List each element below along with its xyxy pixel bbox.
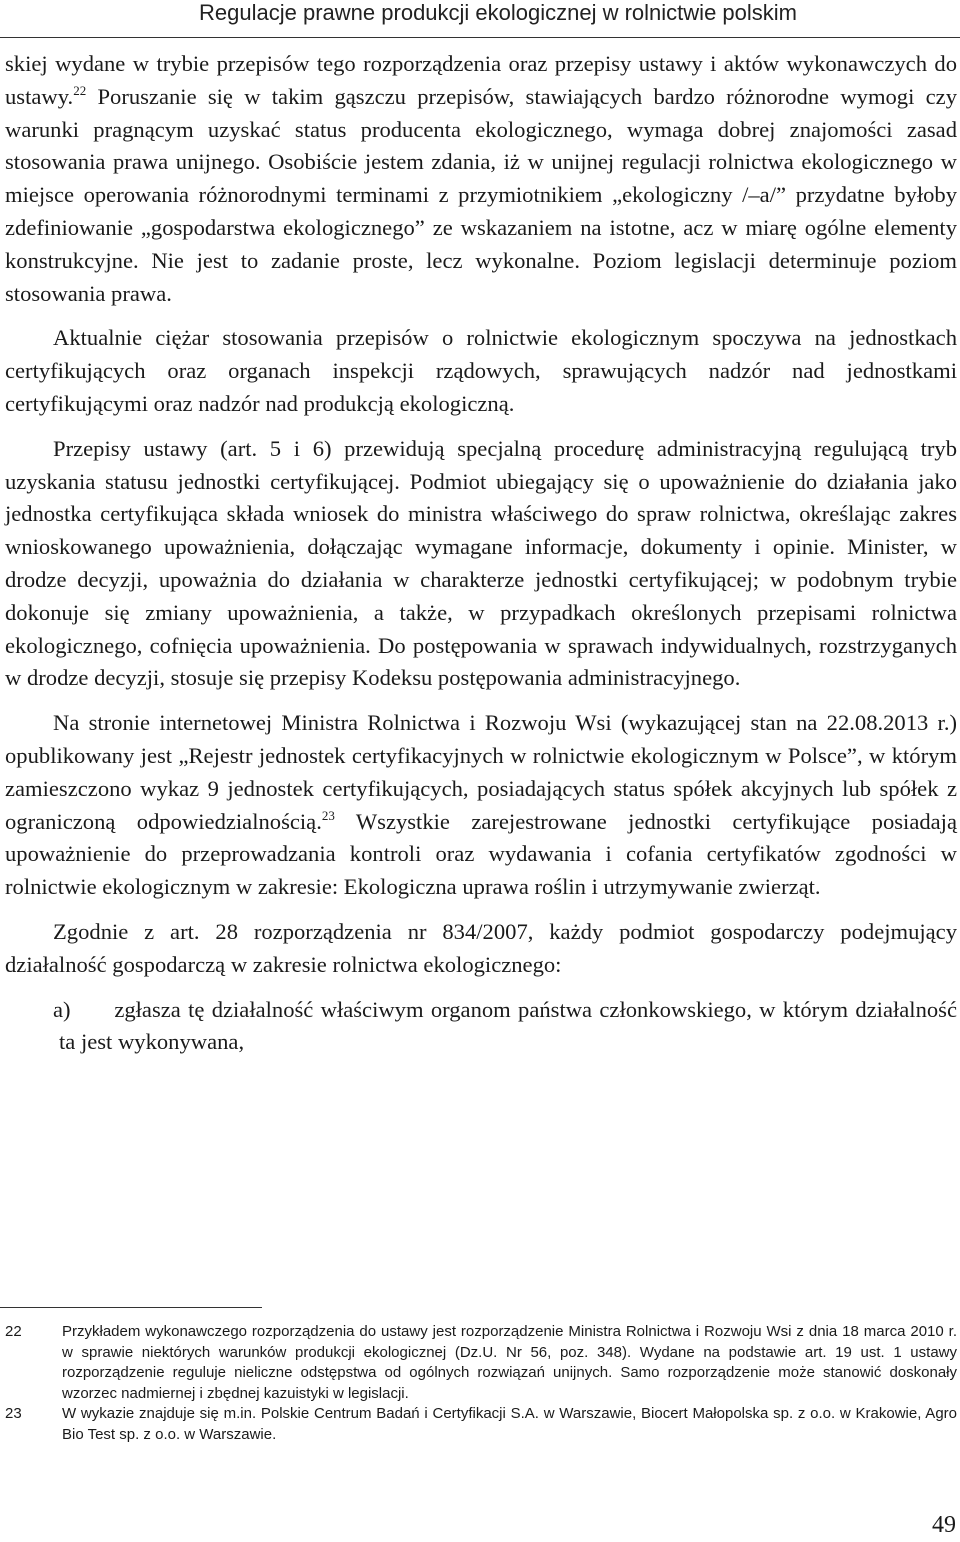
- list-item-a-text: zgłasza tę działalność właściwym organom państwa członkowskiego, w którym działalność ta jest wykonywana,: [59, 996, 957, 1055]
- paragraph-5: Zgodnie z art. 28 rozporządzenia nr 834/2007, każdy podmiot gospodarczy podejmujący działalność gospodarczą w zakresie rolnictwa ekologicznego:: [5, 918, 957, 977]
- running-header: Regulacje prawne produkcji ekologicznej w rolnictwie polskim: [199, 0, 797, 25]
- paragraph-4: [5, 707, 957, 904]
- footnote-ref-22[interactable]: 22: [73, 82, 87, 98]
- footnote-number: 23: [5, 1405, 22, 1422]
- body-text: [5, 48, 957, 1059]
- paragraph-4-text-b: Wszystkie zarejestrowane jednostki certyfikujące posiadają upoważnienie do przeprowadzania kontroli oraz wydawania i cofania certyfikatów zgodności w rolnictwie ekologicznym w zakresie: Ekologiczna uprawa roślin i utrzymywanie zwierząt.: [5, 808, 957, 900]
- list-marker-a: a): [53, 996, 71, 1022]
- list-item-a: [5, 994, 957, 1060]
- paragraph-3: Przepisy ustawy (art. 5 i 6) przewidują specjalną procedurę administracyjną regulującą tryb uzyskania statusu jednostki certyfikującej. Podmiot ubiegający się o upoważnienie do działania jako jednostka certyfikująca składa wniosek do ministra właściwego do spraw rolnictwa, określając zakres wnioskowanego upoważnienia, dołączając wymagane informacje, dokumenty i opinie. Minister, w drodze decyzji, upoważnia do działania w charakterze jednostki certyfikującej; w podobnym trybie dokonuje się zmiany upoważnienia, a także, w przypadkach określonych przepisami rolnictwa ekologicznego, cofnięcia upoważnienia. Do postępowania w sprawach indywidualnych, rozstrzyganych w drodze decyzji, stosuje się przepisy Kodeksu postępowania administracyjnego.: [5, 435, 957, 691]
- paragraph-4-text-a: Na stronie internetowej Ministra Rolnictwa i Rozwoju Wsi (wykazującej stan na 22.08.2013 r.) opublikowany jest „Rejestr jednostek certyfikacyjnych w rolnictwie ekologicznym w Polsce”, w którym zamieszczono wykaz 9 jednostek certyfikujących, posiadających status spółek akcyjnych lub spółek z ograniczoną odpowiedzialnością.: [5, 710, 957, 834]
- footnote-23: [0, 1404, 957, 1445]
- footnote-22: [0, 1322, 957, 1404]
- paragraph-1-text-a: skiej wydane w trybie przepisów tego rozporządzenia oraz przepisy ustawy i aktów wykonawczych do ustawy.: [5, 51, 957, 109]
- footnotes: [0, 1322, 957, 1445]
- header-rule: [0, 37, 960, 38]
- footnote-text: Przykładem wykonawczego rozporządzenia do ustawy jest rozporządzenie Ministra Rolnictwa i Rozwoju Wsi z dnia 18 marca 2010 r. w sprawie niektórych warunków produkcji ekologicznej (Dz.U. Nr 56, poz. 348). Wydane na podstawie art. 19 ust. 1 ustawy rozporządzenie reguluje nieliczne odstępstwa od ogólnych rozwiązań unijnych. Samo rozporządzenie może stanowić doskonały wzorzec nadmiernej i zbędnej kazuistyki w legislacji.: [62, 1323, 957, 1402]
- footnote-number: 22: [5, 1323, 22, 1340]
- footnote-rule: [0, 1307, 262, 1308]
- paragraph-2: Aktualnie ciężar stosowania przepisów o rolnictwie ekologicznym spoczywa na jednostkach certyfikujących oraz organach inspekcji rządowych, sprawujących nadzór nad jednostkami certyfikującymi oraz nadzór nad produkcją ekologiczną.: [5, 325, 957, 416]
- page-number: 49: [932, 1512, 956, 1538]
- paragraph-1-text-b: Poruszanie się w takim gąszczu przepisów, stawiających bardzo różnorodne wymogi czy warunki pragnącym uzyskać status producenta ekologicznego, wymaga dobrej znajomości zasad stosowania prawa unijnego. Osobiście jestem zdania, iż w unijnej regulacji rolnictwa ekologicznego w miejsce operowania różnorodnymi terminami z przymiotnikiem „ekologiczny /–a/” przydatne byłoby zdefiniowanie „gospodarstwa ekologicznego” ze wskazaniem na istotne, acz w miarę ogólne elementy konstrukcyjne. Nie jest to zadanie proste, lecz wykonalne. Poziom legislacji determinuje poziom stosowania prawa.: [5, 83, 957, 306]
- paragraph-1: [5, 48, 957, 310]
- footnote-text: W wykazie znajduje się m.in. Polskie Centrum Badań i Certyfikacji S.A. w Warszawie, Biocert Małopolska sp. z o.o. w Krakowie, Agro Bio Test sp. z o.o. w Warszawie.: [62, 1405, 957, 1443]
- footnote-ref-23[interactable]: 23: [321, 807, 335, 823]
